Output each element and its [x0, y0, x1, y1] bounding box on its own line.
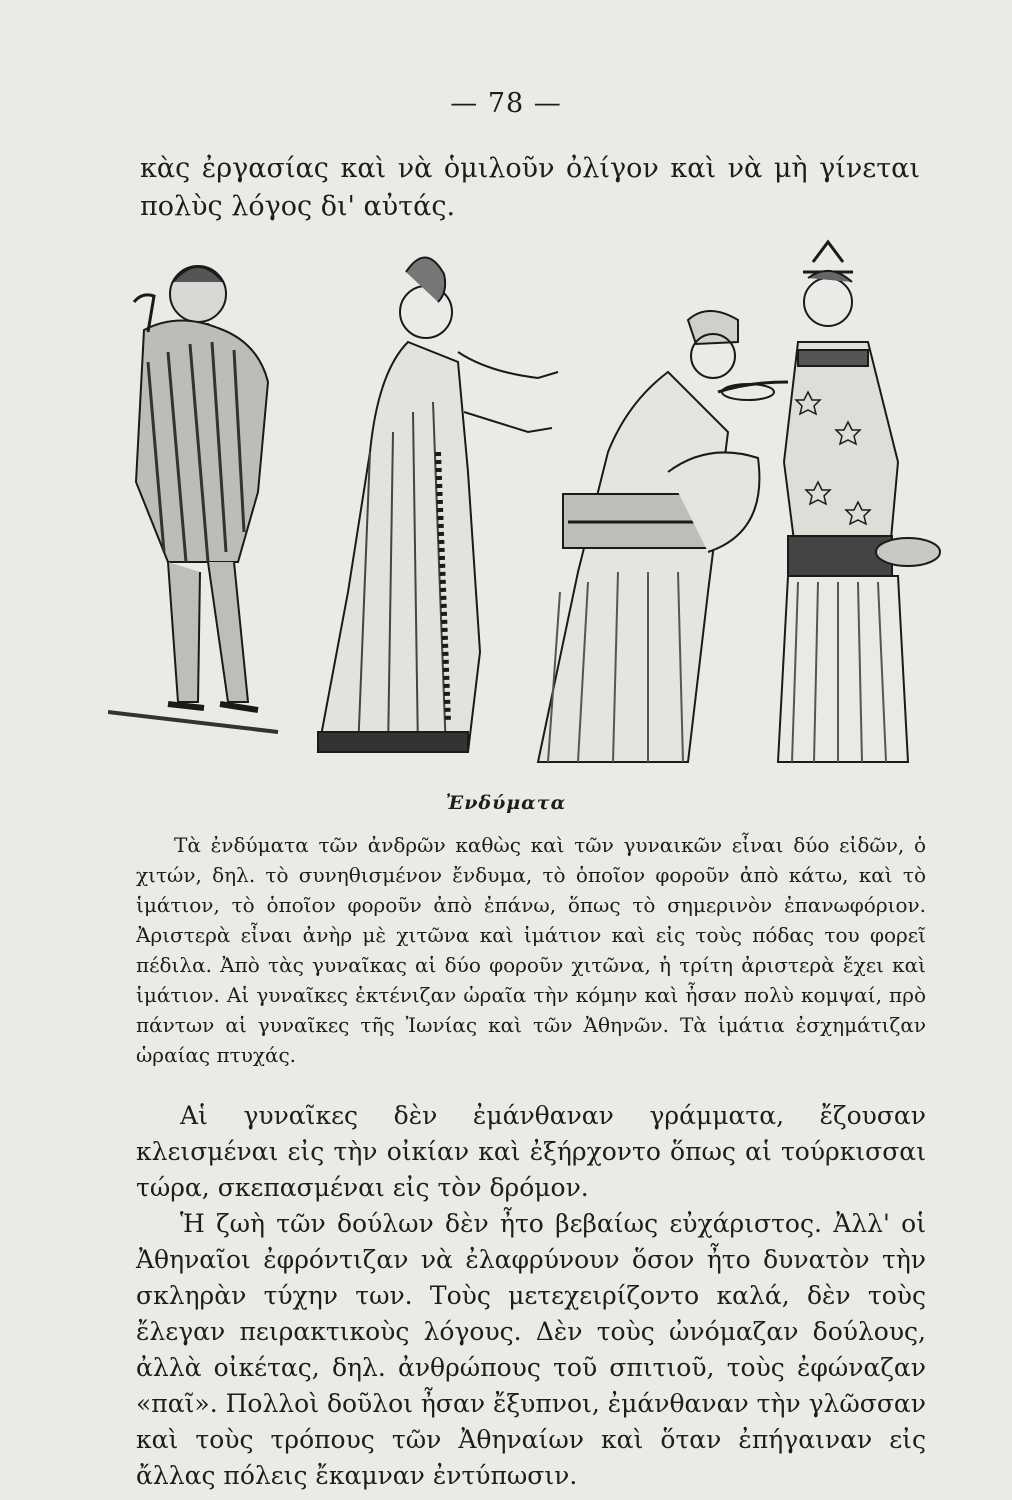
- body-paragraph: Ἡ ζωὴ τῶν δούλων δὲν ἦτο βεβαίως εὐχάριστος. Ἀλλ' οἱ Ἀθηναῖοι ἐφρόντιζαν νὰ ἐλαφρύνουν ὅσον ἦτο δυνατὸν τὴν σκληρὰν τύχην των. Τοὺς μετεχειρίζοντο καλά, δὲν τοὺς ἔλεγαν πειρακτικοὺς λόγους. Δὲν τοὺς ὠνόμαζαν δούλους, ἀλλὰ οἰκέτας, δηλ. ἀνθρώπους τοῦ σπιτιοῦ, τοὺς ἐφώναζαν «παῖ». Πολλοὶ δοῦλοι ἦσαν ἔξυπνοι, ἐμάνθαναν τὴν γλῶσσαν καὶ τοὺς τρόπους τῶν Ἀθηναίων καὶ ὅταν ἐπήγαιναν εἰς ἄλλας πόλεις ἔκαμναν ἐντύπωσιν.: [136, 1209, 926, 1490]
- clothing-illustration: [108, 232, 950, 788]
- intro-text: κὰς ἐργασίας καὶ νὰ ὁμιλοῦν ὀλίγον καὶ νὰ μὴ γίνεται πολὺς λόγος δι' αὐτάς.: [140, 153, 920, 222]
- caption-paragraph-text: Τὰ ἐνδύματα τῶν ἀνδρῶν καθὼς καὶ τῶν γυναικῶν εἶναι δύο εἰδῶν, ὁ χιτών, δηλ. τὸ συνηθισμένον ἔνδυμα, τὸ ὁποῖον φοροῦν ἀπὸ κάτω, καὶ τὸ ἱμάτιον, τὸ ὁποῖον φοροῦν ἀπὸ ἐπάνω, ὅπως τὸ σημερινὸν ἐπανωφόριον. Ἀριστερὰ εἶναι ἀνὴρ μὲ χιτῶνα καὶ ἱμάτιον καὶ εἰς τοὺς πόδας του φορεῖ πέδιλα. Ἀπὸ τὰς γυναῖκας αἱ δύο φοροῦν χιτῶνα, ἡ τρίτη ἀριστερὰ ἔχει καὶ ἱμάτιον. Αἱ γυναῖκες ἐκτένιζαν ὡραῖα τὴν κόμην καὶ ἦσαν πολὺ κομψαί, πρὸ πάντων αἱ γυναῖκες τῆς Ἰωνίας καὶ τῶν Ἀθηνῶν. Τὰ ἱμάτια ἐσχημάτιζαν ὡραίας πτυχάς.: [136, 833, 926, 1067]
- standing-woman: [778, 242, 940, 762]
- woman-with-himation: [318, 257, 558, 752]
- figure-caption: Ἐνδύματα: [445, 792, 567, 814]
- bowing-woman: [538, 311, 788, 762]
- caption-paragraph: [136, 830, 926, 1070]
- page-number: — 78 —: [450, 88, 562, 119]
- body-paragraph: Αἱ γυναῖκες δὲν ἐμάνθαναν γράμματα, ἔζουσαν κλεισμέναι εἰς τὴν οἰκίαν καὶ ἐξήρχοντο ὅπως αἱ τούρκισσαι τώρα, σκεπασμέναι εἰς τὸν δρόμον.: [136, 1101, 926, 1202]
- man-figure: [108, 266, 278, 732]
- body-text: [136, 1098, 926, 1494]
